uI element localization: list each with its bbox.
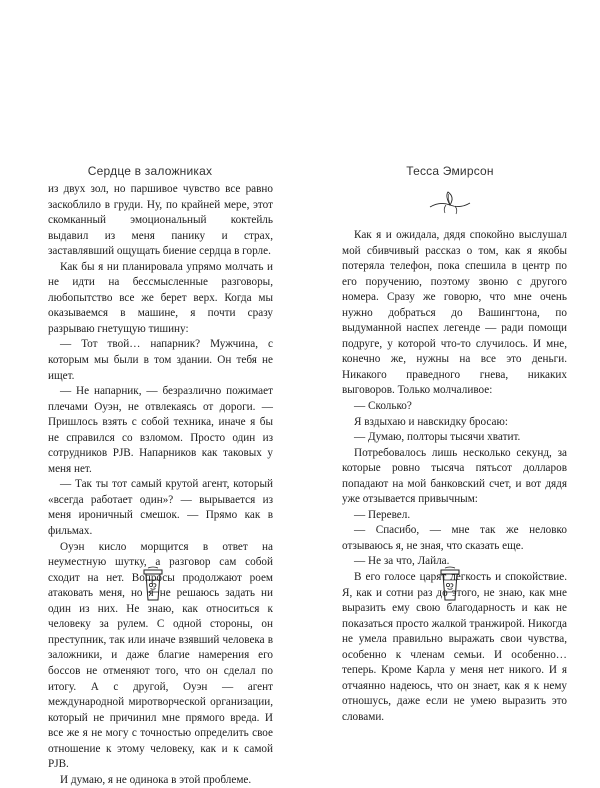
paragraph: Оуэн кисло морщится в ответ на неуместную шутку, а разговор сам собой сходит на нет. Вопросы продолжают роем атаковать меня, но я не решаюсь задать ни один из них. Не знаю, как относиться к человеку за рулем. С одной стороны, он преступник, так или иначе взявший человека в заложники, и даже благие намерения его боссов не отменяют того, что он сделал по итогу. А с другой, Оуэн — агент международной миротворческой организации, который не причинил мне прямого вреда. И все же я не могу с точностью определить свое отношение к этому человеку, как и к самой PJB.: [48, 540, 273, 771]
left-page-body: [48, 182, 273, 788]
paragraph: — Не за что, Лайла.: [354, 555, 450, 568]
running-header-author: Тесса Эмирсон: [406, 164, 494, 178]
left-page: [0, 0, 300, 786]
coffee-cup-icon: [437, 566, 463, 602]
leaf-flourish-icon: [428, 190, 472, 216]
paragraph: — Спасибо, — мне так же неловко отзываюсь я, не зная, что сказать еще.: [342, 524, 567, 552]
coffee-cup-icon: [140, 566, 166, 602]
paragraph: Я вздыхаю и навскидку бросаю:: [354, 415, 508, 428]
paragraph: Как я и ожидала, дядя спокойно выслушал мой сбивчивый рассказ о том, как я якобы потеряла телефон, пока спешила в центр по его поручению, поэтому звоню с другого номера. Сразу же говорю, что мне очень нужно добраться до Вашингтона, по выдуманной наспех легенде — ради помощи подруге, у которой что-то случилось. И мне, конечно же, нужны на все это деньги. Никакого праведного гнева, никаких выговоров. Только молчаливое:: [342, 229, 567, 397]
paragraph: И думаю, я не одинока в этой проблеме.: [60, 773, 252, 786]
paragraph: из двух зол, но паршивое чувство все равно заскоблило в груди. Ну, по крайней мере, этот скомканный эмоциональный коктейль выдавил из меня панику и страх, заставлявший ощущать биение сердца в горле.: [48, 183, 273, 258]
paragraph: — Не напарник, — безразлично пожимает плечами Оуэн, не отвлекаясь от дороги. — Пришлось взять с собой техника, иначе я бы не справился со взломом. Просто один из сотрудников PJB. Напарников как таковых у меня нет.: [48, 385, 273, 475]
paragraph: — Думаю, полторы тысячи хватит.: [354, 431, 521, 444]
paragraph: Как бы я ни планировала упрямо молчать и не идти на бессмысленные разговоры, любопытство все же берет верх. Когда мы оказываемся в машине, я почти сразу разрываю гнетущую тишину:: [48, 260, 273, 335]
right-page-body: [342, 228, 567, 726]
paragraph: Потребовалось лишь несколько секунд, за которые ровно тысяча пятьсот долларов попадают на мой банковский счет, и вот дядя уже отзывается привычным:: [342, 446, 567, 506]
paragraph: В его голосе царят легкость и спокойствие. Я, как и сотни раз до этого, не знаю, как мне выразить ему свою благодарность и как не показаться просто жалкой транжирой. Никогда не умела правильно выражать свои чувства, особенно к членам семьи. И особенно… теперь. Кроме Карла у меня нет никого. И я отчаянно надеюсь, что он знает, как я к нему отношусь, даже если не умею выразить это словами.: [342, 571, 567, 723]
paragraph: — Так ты тот самый крутой агент, который «всегда работает один»? — вырывается из меня ироничный смешок. — Прямо как в фильмах.: [48, 478, 273, 538]
running-header-book-title: Сердце в заложниках: [87, 164, 213, 178]
paragraph: — Тот твой… напарник? Мужчина, с которым мы были в том здании. Он тебя не ищет.: [48, 338, 273, 382]
paragraph: — Сколько?: [354, 400, 412, 413]
right-page: [300, 0, 600, 750]
paragraph: — Перевел.: [354, 508, 411, 521]
